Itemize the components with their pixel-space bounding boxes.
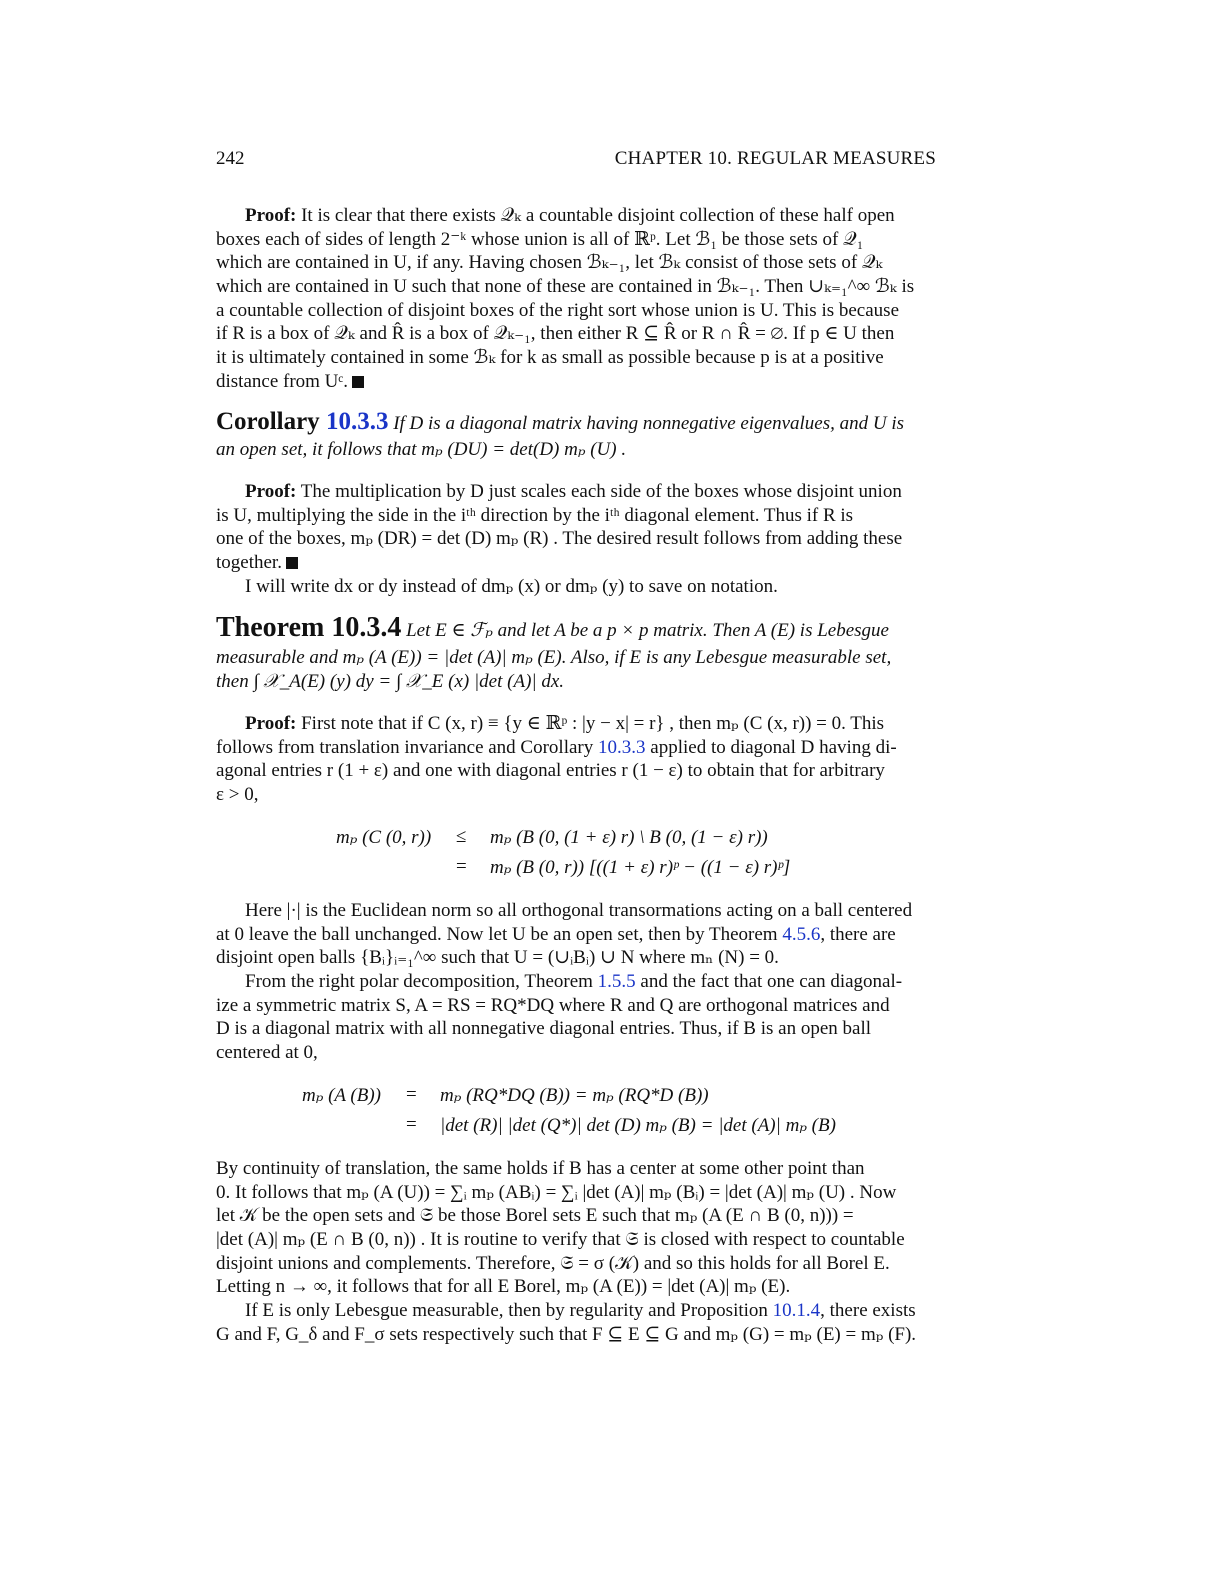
text-line: a countable collection of disjoint boxes of the right sort whose union is U. This is because (216, 299, 899, 321)
text-line: D is a diagonal matrix with all nonnegative diagonal entries. Thus, if B is an open ball (216, 1018, 872, 1040)
equation-rhs: mₚ (B (0, (1 + ε) r) \ B (0, (1 − ε) r)) (490, 827, 768, 848)
text-line: If E is only Lebesgue measurable, then by regularity and Proposition 10.1.4, there exists (245, 1300, 916, 1322)
text-line: follows from translation invariance and Corollary 10.3.3 applied to diagonal D having di- (216, 736, 897, 758)
text-line: Here |·| is the Euclidean norm so all orthogonal transormations acting on a ball centered (245, 900, 913, 921)
text-line: Letting n → ∞, it follows that for all E Borel, mₚ (A (E)) = |det (A)| mₚ (E). (216, 1276, 791, 1298)
notation-note: I will write dx or dy instead of dmₚ (x) or dmₚ (y) to save on notation. (245, 575, 778, 597)
text-line: Proof: The multiplication by D just scales each side of the boxes whose disjoint union (245, 481, 902, 502)
equation-rhs: mₚ (B (0, r)) [((1 + ε) r)ᵖ − ((1 − ε) r)ᵖ] (490, 857, 791, 878)
text-line: By continuity of translation, the same holds if B has a center at some other point than (216, 1158, 865, 1179)
text-line: if R is a box of 𝒬ₖ and R̂ is a box of 𝒬ₖ₋₁, then either R ⊆ R̂ or R ∩ R̂ = ∅. If p ∈ U then (216, 323, 895, 345)
proof-lemma (216, 204, 936, 394)
cross-reference-link[interactable]: 10.3.3 (325, 408, 389, 435)
text-line: let 𝒦 be the open sets and 𝔖 be those Borel sets E such that mₚ (A (E ∩ B (0, n))) = (216, 1205, 854, 1227)
equation-lhs: mₚ (A (B)) (302, 1085, 381, 1106)
text-line: ize a symmetric matrix S, A = RS = RQ*DQ where R and Q are orthogonal matrices and (216, 994, 890, 1016)
text-line: together. (216, 551, 936, 575)
page (216, 0, 936, 1584)
proof-theorem (216, 712, 936, 807)
display-equation-2 (216, 1084, 936, 1144)
proof-label: Proof: (245, 205, 297, 226)
cross-reference-link[interactable]: 4.5.6 (782, 923, 821, 945)
text-line: Theorem 10.3.4 Let E ∈ ℱₚ and let A be a p × p matrix. Then A (E) is Lebesgue (216, 612, 889, 643)
equation-relation: = (406, 1114, 417, 1135)
text-line: agonal entries r (1 + ε) and one with diagonal entries r (1 − ε) to obtain that for arbitrary (216, 760, 885, 782)
theorem-label: Theorem 10.3.4 (216, 612, 402, 643)
proof-label: Proof: (245, 481, 297, 502)
equation-lhs: mₚ (C (0, r)) (336, 827, 432, 848)
proof-label: Proof: (245, 713, 297, 734)
text-line: boxes each of sides of length 2⁻ᵏ whose union is all of ℝᵖ. Let ℬ₁ be those sets of 𝒬₁ (216, 228, 864, 250)
text-line: From the right polar decomposition, Theorem 1.5.5 and the fact that one can diagonal- (245, 971, 903, 993)
text-line: G and F, G_δ and F_σ sets respectively such that F ⊆ E ⊆ G and mₚ (G) = mₚ (E) = mₚ (F). (216, 1323, 917, 1345)
equation-rhs: mₚ (RQ*DQ (B)) = mₚ (RQ*D (B)) (440, 1085, 709, 1106)
chapter-title: CHAPTER 10. REGULAR MEASURES (614, 148, 936, 169)
text-line: disjoint open balls {Bᵢ}ᵢ₌₁^∞ such that U = (∪ᵢBᵢ) ∪ N where mₙ (N) = 0. (216, 947, 779, 969)
text-line: at 0 leave the ball unchanged. Now let U be an open set, then by Theorem 4.5.6, there are (216, 923, 896, 945)
equation-rhs: |det (R)| |det (Q*)| det (D) mₚ (B) = |det (A)| mₚ (B) (440, 1115, 836, 1136)
text-line: Proof: First note that if C (x, r) ≡ {y ∈ ℝᵖ : |y − x| = r} , then mₚ (C (x, r)) = 0. This (245, 713, 885, 734)
text-line: Corollary 10.3.3 If D is a diagonal matrix having nonnegative eigenvalues, and U is (216, 408, 904, 435)
text-line: distance from Uᶜ. (216, 370, 936, 394)
cross-reference-link[interactable]: 10.1.4 (772, 1300, 821, 1322)
corollary-10-3-3 (216, 410, 936, 462)
cross-reference-link[interactable]: 10.3.3 (598, 736, 646, 758)
text-line: |det (A)| mₚ (E ∩ B (0, n)) . It is routine to verify that 𝔖 is closed with respect to countable (216, 1229, 905, 1251)
text-line: centered at 0, (216, 1042, 318, 1064)
text-line: measurable and mₚ (A (E)) = |det (A)| mₚ (E). Also, if E is any Lebesgue measurable set, (216, 647, 892, 668)
equation-relation: = (456, 856, 467, 877)
text-line: ε > 0, (216, 784, 259, 806)
text-line: disjoint unions and complements. Therefore, 𝔖 = σ (𝒦) and so this holds for all Borel E. (216, 1252, 890, 1274)
text-line: which are contained in U such that none of these are contained in ℬₖ₋₁. Then ∪ₖ₌₁^∞ ℬₖ is (216, 276, 915, 298)
text-line: Proof: It is clear that there exists 𝒬ₖ a countable disjoint collection of these half open (245, 205, 895, 226)
text-line: which are contained in U, if any. Having chosen ℬₖ₋₁, let ℬₖ consist of those sets of 𝒬ₖ (216, 252, 883, 274)
qed-square-icon (352, 376, 364, 388)
equation-relation: ≤ (456, 826, 467, 847)
proof-corollary (216, 480, 936, 598)
text-line: an open set, it follows that mₚ (DU) = det(D) mₚ (U) . (216, 439, 627, 460)
text-line: it is ultimately contained in some ℬₖ for k as small as possible because p is at a positive (216, 347, 884, 369)
display-equation-1 (216, 826, 936, 886)
paragraph-borel (216, 1157, 936, 1347)
text-line: 0. It follows that mₚ (A (U)) = ∑ᵢ mₚ (ABᵢ) = ∑ᵢ |det (A)| mₚ (Bᵢ) = |det (A)| mₚ (U) . Now (216, 1181, 897, 1203)
text-line: then ∫ 𝒳_A(E) (y) dy = ∫ 𝒳_E (x) |det (A)| dx. (216, 670, 565, 692)
theorem-10-3-4 (216, 612, 936, 693)
corollary-label: Corollary 10.3.3 (216, 408, 389, 435)
cross-reference-link[interactable]: 1.5.5 (597, 971, 636, 993)
text-line: one of the boxes, mₚ (DR) = det (D) mₚ (R) . The desired result follows from adding these (216, 528, 903, 550)
text-line: is U, multiplying the side in the iᵗʰ direction by the iᵗʰ diagonal element. Thus if R is (216, 504, 854, 526)
qed-square-icon (286, 557, 298, 569)
paragraph-balls (216, 899, 936, 1065)
page-number: 242 (216, 148, 245, 169)
equation-relation: = (406, 1084, 417, 1105)
